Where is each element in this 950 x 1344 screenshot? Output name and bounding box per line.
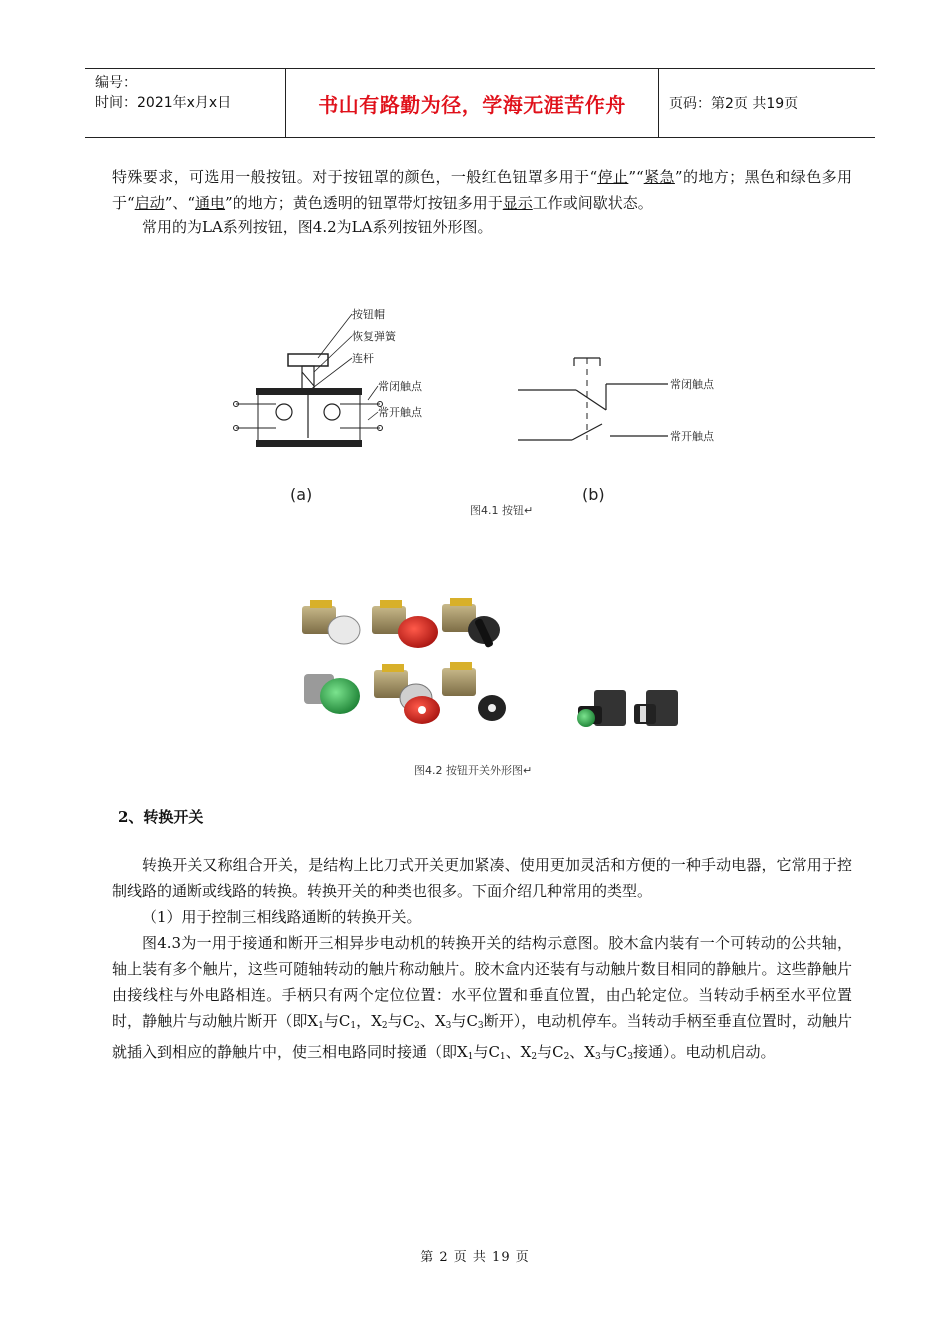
header-meta [85, 69, 286, 137]
button-photo-selector [442, 598, 500, 648]
label-no-contact-b: 常开触点 [670, 430, 714, 443]
time-label: 时间：2021年x月x日 [95, 95, 232, 111]
label-button-cap: 按钮帽 [352, 308, 385, 321]
paragraph-three-phase: （1）用于控制三相线路通断的转换开关。 [142, 908, 422, 926]
paragraph-button-colors: 特殊要求，可选用一般按钮。对于按钮罩的颜色，一般红色钮罩多用于“停止”“紧急”的地方；黑色和绿色多用于“启动”、“通电”的地方；黄色透明的钮罩带灯按钮多用于显示工作或间歇状态。 [112, 168, 852, 212]
label-rod: 连杆 [352, 352, 374, 365]
number-label: 编号： [95, 75, 137, 91]
paragraph-structure-description: 图4.3为一用于接通和断开三相异步电动机的转换开关的结构示意图。胶木盒内装有一个可转动的公共轴，轴上装有多个触片，这些可随轴转动的触片称动触片。胶木盒内还装有与动触片数目相同的静触片。这些静触片由接线柱与外电路相连。手柄只有两个定位位置：水平位置和垂直位置，由凸轮定位。当转动手柄至水平位置时，静触片与动触片断开（即$X_1$与$C_1$，$X_2$与$C_2$、$X_3$与$C_3$断开），电动机停车。当转动手柄至垂直位置时，动触片就插入到相应的静触片中，使三相电路同时接通（即$X_1$与$C_1$、$X_2$与$C_2$、$X_3$与$C_3$接通）。电动机启动。 [112, 934, 852, 1062]
figure-4-2-photos [296, 598, 696, 738]
button-photo-red-mushroom [372, 600, 438, 648]
page-footer: 第 2 页 共 19 页 [420, 1250, 530, 1265]
paragraph-transfer-switch-intro: 转换开关又称组合开关，是结构上比刀式开关更加紧凑、使用更加灵活和方便的一种手动电器，它常用于控制线路的通断或线路的转换。转换开关的种类也很多。下面介绍几种常用的类型。 [112, 856, 852, 900]
figure-4-1-a-structure [228, 300, 548, 510]
button-photo-white [302, 600, 360, 644]
label-nc-contact: 常闭触点 [378, 380, 422, 393]
header-motto: 书山有路勤为径，学海无涯苦作舟 [286, 69, 659, 137]
figure-4-1-caption: 图4.1 按钮↵ [470, 504, 534, 517]
button-photo-black-round [478, 695, 506, 721]
label-sub-a: (a) [290, 485, 313, 504]
page-header [85, 68, 875, 138]
figure-4-2-caption: 图4.2 按钮开关外形图↵ [414, 764, 533, 777]
button-photo-green [304, 674, 360, 714]
button-photo-small-selector [634, 690, 678, 726]
paragraph-la-series: 常用的为LA系列按钮，图4.2为LA系列按钮外形图。 [142, 218, 493, 236]
label-sub-b: (b) [582, 485, 605, 504]
figure-4-1-b-symbol [510, 350, 740, 510]
section-heading: 2、转换开关 [118, 808, 204, 826]
label-return-spring: 恢复弹簧 [352, 330, 396, 343]
label-no-contact: 常开触点 [378, 406, 422, 419]
header-page-info: 页码：第2页 共19页 [669, 96, 799, 112]
button-photo-small-green [577, 690, 626, 727]
label-nc-contact-b: 常闭触点 [670, 378, 714, 391]
